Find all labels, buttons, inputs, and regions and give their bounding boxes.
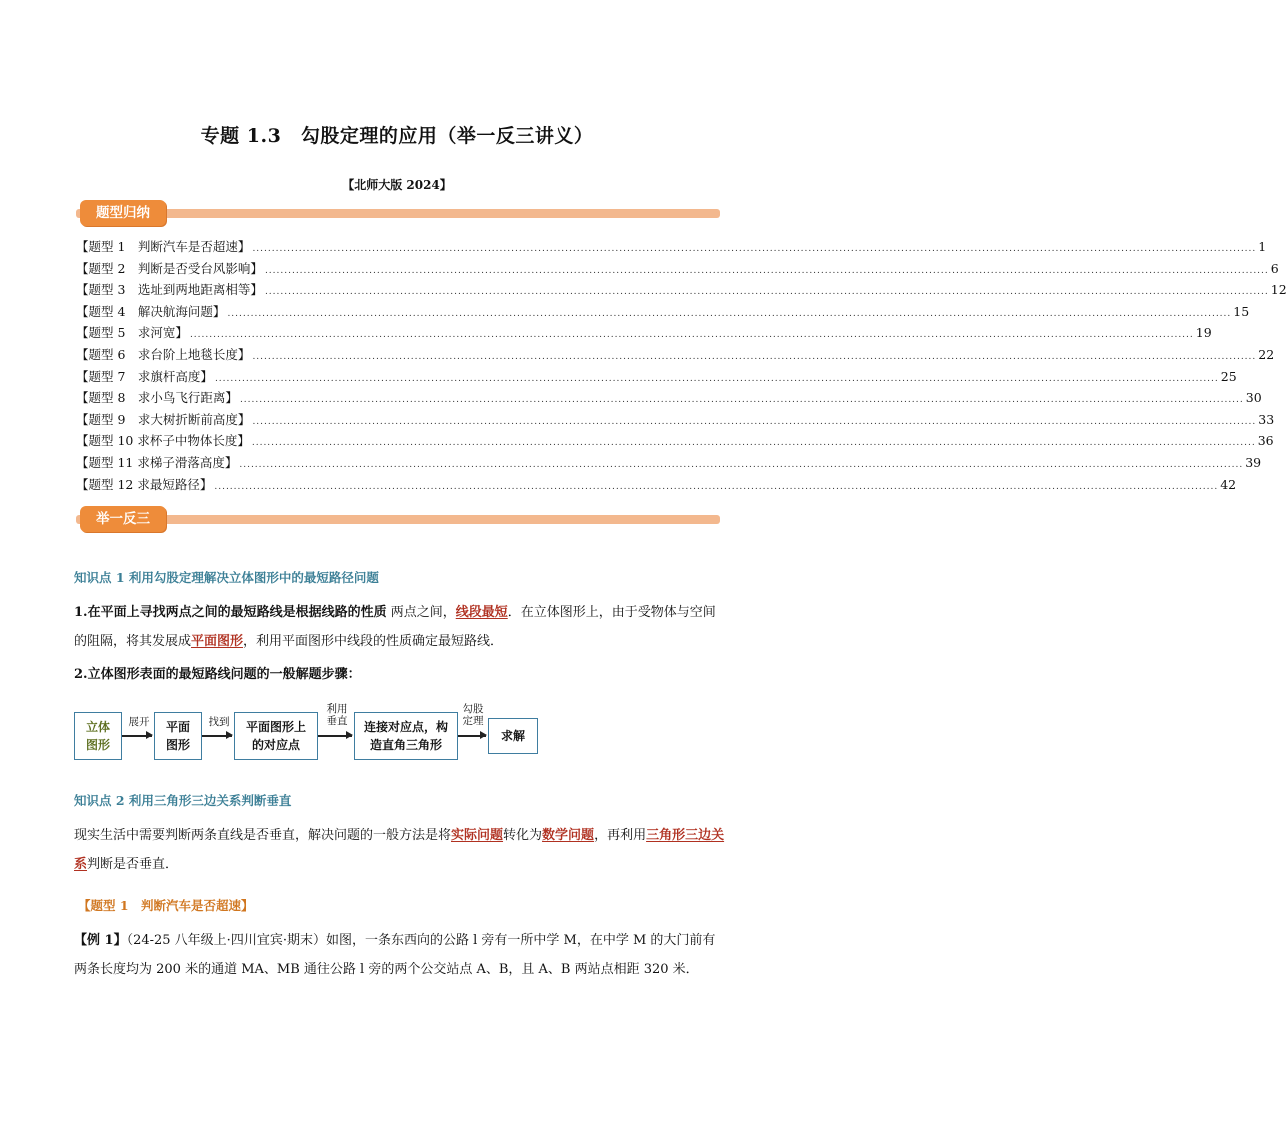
toc-entry-page: 15 (1233, 303, 1250, 319)
toc-entry[interactable] (76, 236, 1267, 258)
toc-leader-dots: .................................................................................................................................................................................................................................................................... (189, 330, 1194, 341)
page-title: 专题 1.3 勾股定理的应用（举一反三讲义） (200, 125, 594, 147)
toc-leader-dots: .................................................................................................................................................................................................................................................................... (227, 308, 1232, 319)
toc-entry-label: 【题型 3 选址到两地距离相等】 (76, 282, 263, 298)
toc-entry-label: 【题型 10 求杯子中物体长度】 (76, 433, 250, 449)
toc-entry-page: 25 (1220, 368, 1237, 384)
flow-arrow-label-unfold: 展开 (128, 716, 150, 728)
flow-arrow-label-find: 找到 (208, 716, 230, 728)
flow-arrow-find (202, 735, 232, 737)
toc-entry-page: 36 (1257, 433, 1274, 449)
kp1-highlight-2: 平面图形 (191, 634, 244, 649)
toc-entry-label: 【题型 8 求小鸟飞行距离】 (76, 390, 238, 406)
table-of-contents (76, 236, 1287, 495)
toc-entry-label: 【题型 4 解决航海问题】 (76, 303, 226, 319)
knowledge-point-1-heading: 知识点 1 利用勾股定理解决立体图形中的最短路径问题 (74, 570, 379, 585)
toc-leader-dots: .................................................................................................................................................................................................................................................................... (264, 265, 1269, 276)
kp2-text-c: ，再利用 (594, 828, 647, 843)
toc-entry[interactable] (76, 409, 1275, 431)
flow-box-solid-figure: 立体 图形 (74, 712, 122, 760)
knowledge-point-1-steps-intro: 2.立体图形表面的最短路线问题的一般解题步骤： (74, 667, 361, 682)
toc-entry[interactable] (76, 322, 1212, 344)
toc-entry[interactable] (76, 279, 1287, 301)
kp1-text-a: 1.在平面上寻找两点之间的最短路线是根据线路的性质 (74, 605, 387, 620)
edition-subtitle: 【北师大版 2024】 (342, 178, 452, 192)
kp1-text-d: ，利用平面图形中线段的性质确定最短路线． (243, 634, 504, 649)
knowledge-point-2-heading: 知识点 2 利用三角形三边关系判断垂直 (74, 793, 292, 808)
flow-arrow-perpendicular (318, 735, 352, 737)
flow-box-corresponding-points: 平面图形上 的对应点 (234, 712, 318, 760)
toc-entry[interactable] (76, 474, 1237, 496)
kp2-highlight-3: 三角形三边关系 (74, 828, 725, 872)
toc-leader-dots: .................................................................................................................................................................................................................................................................... (239, 459, 1244, 470)
toc-leader-dots: .................................................................................................................................................................................................................................................................... (239, 395, 1244, 406)
toc-entry[interactable] (76, 452, 1262, 474)
toc-entry-label: 【题型 9 求大树折断前高度】 (76, 411, 251, 427)
toc-entry-page: 33 (1258, 411, 1275, 427)
toc-entry-page: 19 (1195, 325, 1212, 341)
toc-entry-page: 22 (1258, 346, 1275, 362)
flow-arrow-pythagorean (458, 735, 486, 737)
toc-entry-label: 【题型 5 求河宽】 (76, 325, 188, 341)
toc-entry-page: 6 (1270, 260, 1279, 276)
flow-box-plane-figure: 平面 图形 (154, 712, 202, 760)
toc-entry[interactable] (76, 387, 1262, 409)
example-1-text: （24-25 八年级上·四川宜宾·期末）如图，一条东西向的公路 l 旁有一所中学 M，在中学 M 的大门前有两条长度均为 200 米的通道 MA、MB 通往公路 l 旁的两个公交站点 A、B，且 A、B 两站点相距 320 米． (74, 933, 716, 977)
flow-arrow-unfold (122, 735, 152, 737)
question-type-1-heading: 【题型 1 判断汽车是否超速】 (78, 898, 254, 913)
kp2-highlight-1: 实际问题 (451, 828, 504, 843)
toc-leader-dots: .................................................................................................................................................................................................................................................................... (214, 373, 1219, 384)
example-1-paragraph (74, 926, 726, 984)
toc-entry[interactable] (76, 258, 1279, 280)
toc-entry[interactable] (76, 344, 1275, 366)
toc-leader-dots: .................................................................................................................................................................................................................................................................... (252, 416, 1257, 427)
section-banner-examples: 举一反三 (80, 506, 166, 532)
kp2-text-d: 判断是否垂直． (87, 857, 179, 872)
kp1-highlight-1: 线段最短 (455, 605, 508, 620)
toc-entry-page: 39 (1245, 454, 1262, 470)
section-banner-question-types: 题型归纳 (80, 200, 166, 226)
knowledge-point-2-paragraph (74, 821, 726, 879)
flow-arrow-label-pythagorean: 勾股 定理 (462, 703, 484, 727)
toc-leader-dots: .................................................................................................................................................................................................................................................................... (264, 287, 1269, 298)
toc-entry[interactable] (76, 430, 1274, 452)
toc-entry[interactable] (76, 366, 1237, 388)
toc-entry-page: 1 (1258, 239, 1267, 254)
toc-entry-page: 30 (1245, 390, 1262, 406)
toc-leader-dots: .................................................................................................................................................................................................................................................................... (252, 351, 1257, 362)
toc-leader-dots: .................................................................................................................................................................................................................................................................... (214, 481, 1219, 492)
kp2-highlight-2: 数学问题 (542, 828, 595, 843)
kp2-text-a: 现实生活中需要判断两条直线是否垂直，解决问题的一般方法是将 (74, 828, 452, 843)
example-1-label: 【例 1】 (74, 933, 127, 948)
kp1-text-c: ．在立体图形上，由于受物体与空间的阻隔，将其发展成 (74, 605, 716, 649)
toc-leader-dots: .................................................................................................................................................................................................................................................................... (251, 438, 1256, 449)
toc-entry-label: 【题型 1 判断汽车是否超速】 (76, 239, 251, 254)
kp1-text-b: 两点之间， (386, 605, 456, 620)
toc-entry-label: 【题型 2 判断是否受台风影响】 (76, 260, 263, 276)
toc-entry-label: 【题型 7 求旗杆高度】 (76, 368, 213, 384)
toc-leader-dots: .................................................................................................................................................................................................................................................................... (252, 244, 1257, 254)
flow-box-solve: 求解 (488, 718, 538, 754)
kp2-text-b: 转化为 (503, 828, 543, 843)
toc-entry-label: 【题型 12 求最短路径】 (76, 476, 213, 492)
toc-entry-label: 【题型 11 求梯子滑落高度】 (76, 454, 238, 470)
knowledge-point-1-paragraph (74, 598, 726, 656)
toc-entry-label: 【题型 6 求台阶上地毯长度】 (76, 346, 251, 362)
flow-box-right-triangle: 连接对应点，构 造直角三角形 (354, 712, 458, 760)
toc-entry-page: 12 (1270, 282, 1287, 298)
toc-entry-page: 42 (1220, 476, 1237, 492)
toc-entry[interactable] (76, 301, 1250, 323)
flow-arrow-label-perpendicular: 利用 垂直 (326, 703, 348, 727)
section-banner-bar (76, 209, 720, 218)
section-banner-bar (76, 515, 720, 524)
